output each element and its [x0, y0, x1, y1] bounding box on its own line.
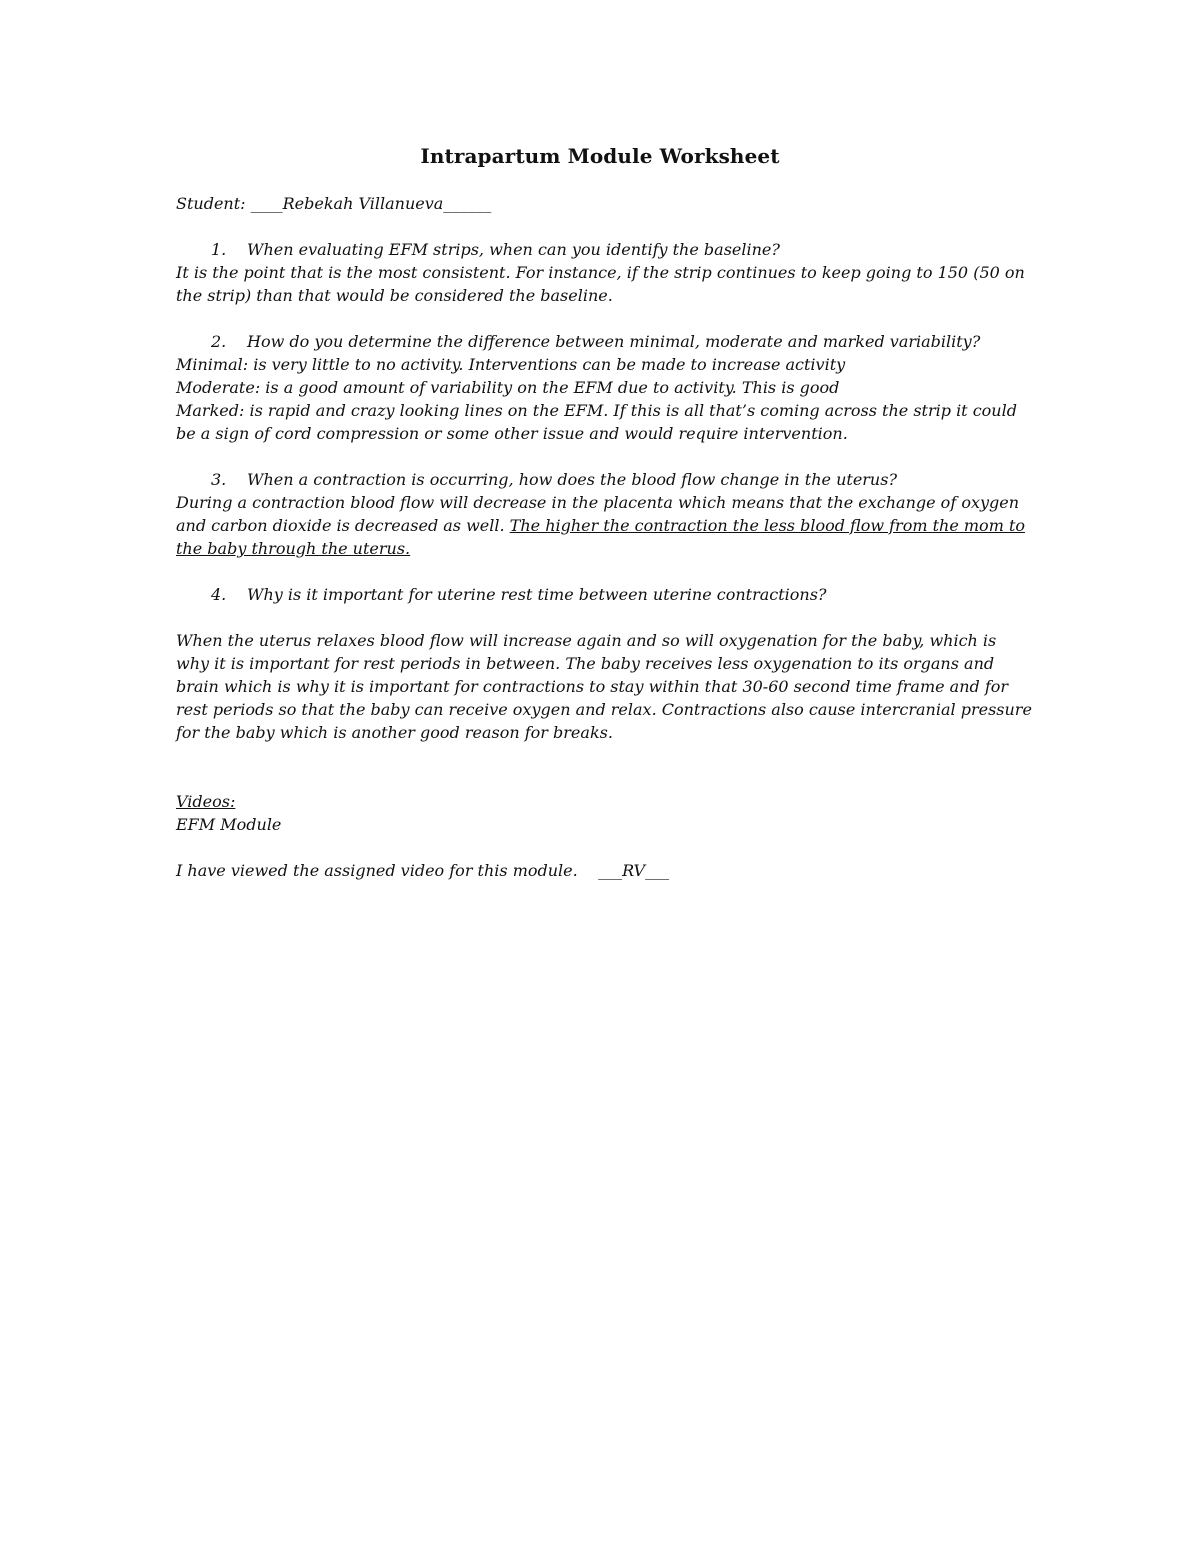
answer-line — [176, 537, 1036, 560]
question-2 — [176, 330, 1036, 445]
worksheet-body — [176, 192, 1036, 882]
answer-line: Moderate: is a good amount of variability on the EFM due to activity. This is good — [176, 378, 840, 397]
answer-line: During a contraction blood flow will decrease in the placenta which means that the exchange of oxygen — [176, 493, 1020, 512]
underlined-answer-text: The higher the contraction the less blood flow from the mom to — [509, 516, 1026, 535]
answer-line: brain which is why it is important for contractions to stay within that 30-60 second time frame and for — [176, 677, 1009, 696]
student-line: Student: ____Rebekah Villanueva______ — [176, 194, 492, 213]
answer-line: rest periods so that the baby can receive oxygen and relax. Contractions also cause intercranial pressure — [176, 700, 1032, 719]
answer-line: Marked: is rapid and crazy looking lines on the EFM. If this is all that’s coming across the strip it could — [176, 401, 1017, 420]
answer-line: When the uterus relaxes blood flow will increase again and so will oxygenation for the baby, which is — [176, 631, 997, 650]
page-title: Intrapartum Module Worksheet — [420, 144, 780, 168]
answer-line: Minimal: is very little to no activity. Interventions can be made to increase activity — [176, 355, 846, 374]
answer-line — [176, 514, 1036, 537]
answer-line: why it is important for rest periods in between. The baby receives less oxygenation to its organs and — [176, 654, 995, 673]
videos-heading: Videos: — [176, 792, 236, 811]
question-number: 2. — [211, 332, 227, 351]
question-4 — [176, 583, 1036, 744]
underlined-answer-text: the baby through the uterus. — [176, 539, 411, 558]
attestation-line: I have viewed the assigned video for this module. ___RV___ — [176, 861, 670, 880]
question-1 — [176, 238, 1036, 307]
videos-item: EFM Module — [176, 815, 282, 834]
question-text: How do you determine the difference between minimal, moderate and marked variability? — [247, 332, 981, 351]
question-number: 4. — [211, 585, 227, 604]
answer-line: It is the point that is the most consistent. For instance, if the strip continues to keep going to 150 (50 on — [176, 263, 1025, 282]
question-text: When a contraction is occurring, how does the blood flow change in the uterus? — [247, 470, 898, 489]
question-text: When evaluating EFM strips, when can you identify the baseline? — [247, 240, 780, 259]
question-3 — [176, 468, 1036, 560]
answer-line: the strip) than that would be considered the baseline. — [176, 286, 613, 305]
answer-line: be a sign of cord compression or some other issue and would require intervention. — [176, 424, 848, 443]
question-number: 1. — [211, 240, 227, 259]
question-number: 3. — [211, 470, 227, 489]
answer-text: and carbon dioxide is decreased as well. — [176, 516, 510, 535]
question-text: Why is it important for uterine rest time between uterine contractions? — [247, 585, 827, 604]
answer-line: for the baby which is another good reason for breaks. — [176, 723, 613, 742]
